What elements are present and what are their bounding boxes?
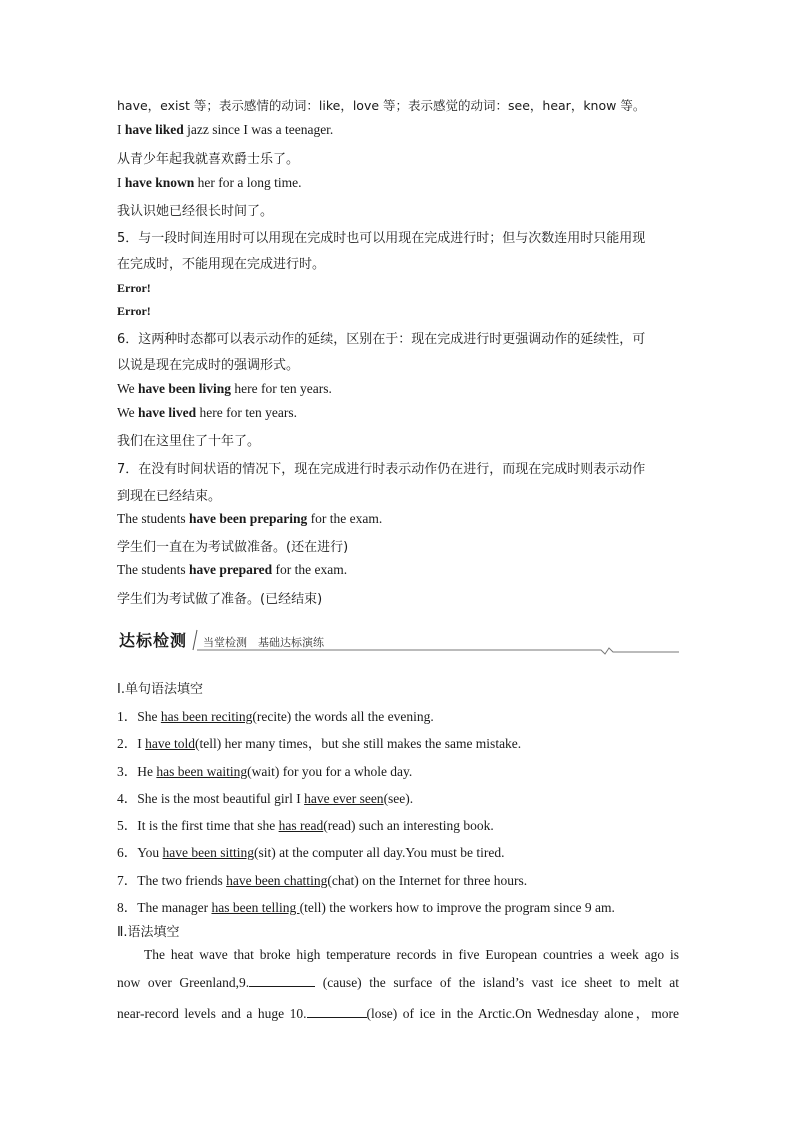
slash-divider bbox=[193, 630, 197, 650]
example-sentence: The students have been preparing for the exam. bbox=[117, 511, 383, 526]
answer: have been chatting bbox=[226, 873, 328, 888]
answer: has been waiting bbox=[156, 764, 248, 779]
error-marker: Error! bbox=[117, 281, 151, 295]
answer-blank-10[interactable] bbox=[307, 1005, 367, 1018]
part-2-heading: Ⅱ.语法填空 bbox=[117, 925, 180, 940]
example-translation: 学生们为考试做了准备。(已经结束) bbox=[117, 592, 323, 607]
example-sentence: The students have prepared for the exam. bbox=[117, 562, 348, 577]
exercise-item: 6．You have been sitting(sit) at the computer all day.You must be tired. bbox=[117, 845, 505, 860]
exercise-item: 7．The two friends have been chatting(chat) on the Internet for three hours. bbox=[117, 873, 528, 888]
verb-list-text: have，exist 等；表示感情的动词：like，love 等；表示感觉的动词：see，hear，know 等。 bbox=[117, 98, 646, 113]
exercise-item: 2．I have told(tell) her many times，but she still makes the same mistake. bbox=[117, 736, 522, 751]
example-translation: 我认识她已经很长时间了。 bbox=[117, 204, 274, 219]
answer: has been reciting bbox=[160, 709, 253, 724]
answer: have been sitting bbox=[162, 845, 255, 860]
rule-5-line-2: 在完成时，不能用现在完成进行时。 bbox=[117, 257, 326, 272]
example-translation: 我们在这里住了十年了。 bbox=[117, 434, 261, 449]
passage-line: near-record levels and a huge 10. (lose) of ice in the Arctic.On Wednesday alone，more bbox=[117, 1006, 679, 1021]
rule-6-line-2: 以说是现在完成时的强调形式。 bbox=[117, 358, 300, 373]
exercise-item: 1．She has been reciting(recite) the words all the evening. bbox=[117, 709, 434, 724]
example-translation: 学生们一直在为考试做准备。(还在进行) bbox=[117, 540, 349, 555]
answer: have told bbox=[145, 736, 195, 751]
example-sentence: We have lived here for ten years. bbox=[117, 405, 297, 420]
exercise-item: 3．He has been waiting(wait) for you for a whole day. bbox=[117, 764, 413, 779]
example-translation: 从青少年起我就喜欢爵士乐了。 bbox=[117, 152, 300, 167]
section-header bbox=[117, 626, 679, 656]
section-divider-decoration bbox=[117, 626, 679, 656]
rule-7-line-1: 7．在没有时间状语的情况下，现在完成进行时表示动作仍在进行，而现在完成时则表示动作 bbox=[117, 462, 646, 477]
passage-line: The heat wave that broke high temperature records in five European countries a week ago is bbox=[144, 947, 679, 962]
error-marker: Error! bbox=[117, 304, 151, 318]
example-sentence: I have known her for a long time. bbox=[117, 175, 302, 190]
part-1-heading: Ⅰ.单句语法填空 bbox=[117, 682, 203, 697]
section-title: 达标检测 bbox=[119, 631, 188, 650]
answer-blank-9[interactable] bbox=[249, 974, 315, 987]
answer: has been telling bbox=[211, 900, 300, 915]
example-sentence: We have been living here for ten years. bbox=[117, 381, 332, 396]
exercise-item: 4．She is the most beautiful girl I have ever seen(see). bbox=[117, 791, 414, 806]
exercise-item: 8．The manager has been telling (tell) the workers how to improve the program since 9 am. bbox=[117, 900, 615, 915]
example-sentence: I have liked jazz since I was a teenager. bbox=[117, 122, 334, 137]
passage-line: now over Greenland,9. (cause) the surface of the island’s vast ice sheet to melt at bbox=[117, 975, 679, 990]
answer: has read bbox=[278, 818, 324, 833]
exercise-item: 5．It is the first time that she has read(read) such an interesting book. bbox=[117, 818, 494, 833]
rule-6-line-1: 6．这两种时态都可以表示动作的延续，区别在于：现在完成进行时更强调动作的延续性，可 bbox=[117, 332, 646, 347]
rule-7-line-2: 到现在已经结束。 bbox=[117, 489, 222, 504]
section-subtitle: 当堂检测 基础达标演练 bbox=[203, 636, 324, 649]
answer: have ever seen bbox=[304, 791, 384, 806]
rule-5-line-1: 5．与一段时间连用时可以用现在完成时也可以用现在完成进行时；但与次数连用时只能用现 bbox=[117, 231, 646, 246]
